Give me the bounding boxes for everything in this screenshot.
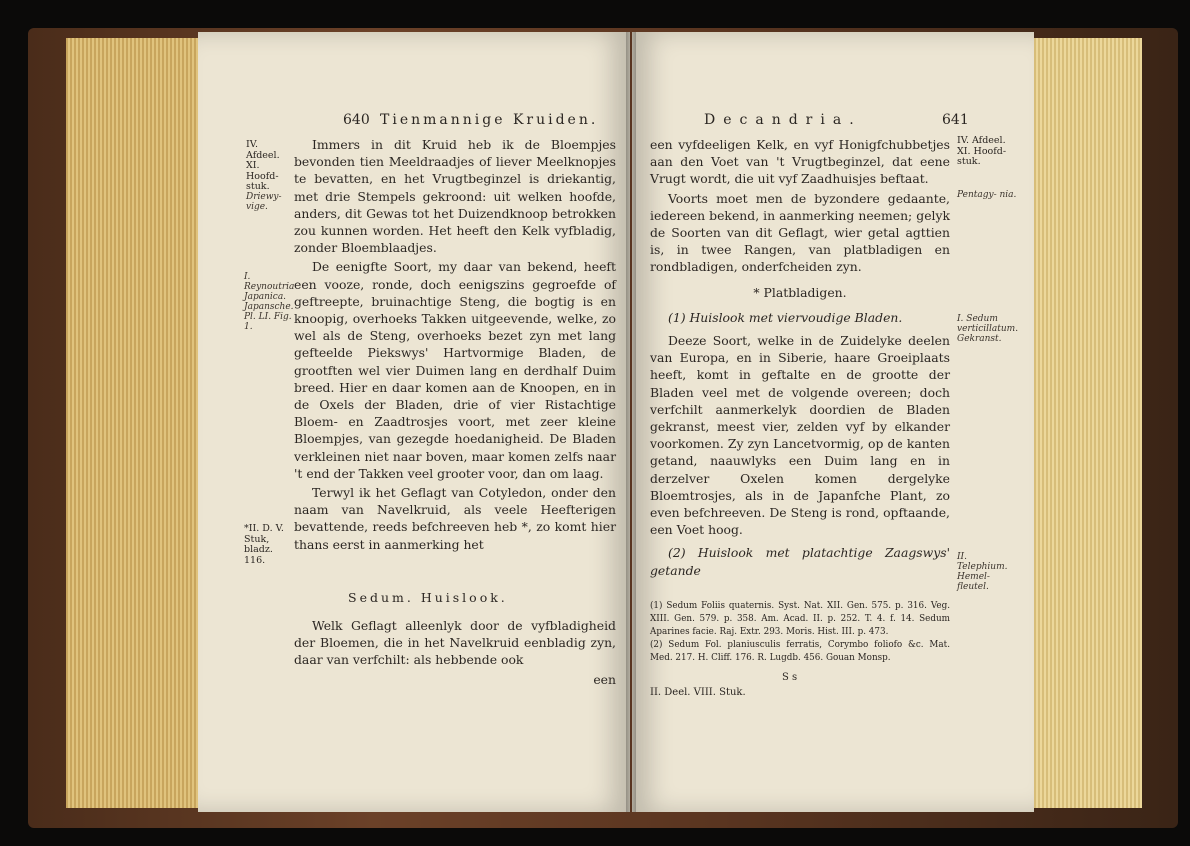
left-body-text [294, 136, 616, 555]
left-margin-note-reference: *II. D. V. Stuk, bladz. 116. [244, 523, 284, 566]
right-page-number: 641 [942, 112, 969, 128]
right-page [632, 32, 1034, 812]
right-margin-note-species-1: I. Sedum verticillatum. Gekranst. [957, 314, 1019, 344]
left-margin-note-species: I. Reynoutria Japanica. Japansche. Pl. LI. Fig. 1. [244, 272, 295, 332]
footnote-1: (1) Sedum Foliis quaternis. Syst. Nat. XII. Gen. 575. p. 316. Veg. XIII. Gen. 579. p. 358. Am. Acad. II. p. 252. T. 4. f. 14. Sedum Aparines facie. Raj. Extr. 293. Moris. Hist. III. p. 473. [650, 601, 950, 637]
right-species-2-title: (2) Huislook met platachtige Zaagswys' getande [650, 545, 950, 578]
right-paragraph-2: Voorts moet men de byzondere gedaante, iedereen bekend, in aanmerking neemen; gelyk de Soorten van dit Geflagt, wier getal agttien is, in twee Rangen, van platbladigen en rondbladigen, onderfcheiden zyn. [650, 190, 950, 275]
footnote-2: (2) Sedum Fol. planiusculis ferratis, Corymbo foliofo &c. Mat. Med. 217. H. Cliff. 176. R. Lugdb. 456. Gouan Monsp. [650, 640, 950, 663]
left-page [198, 32, 630, 812]
left-sedum-paragraph: Welk Geflagt alleenlyk door de vyfbladigheid der Bloemen, die in het Navelkruid eenbladig zyn, daar van verfchilt: als hebbende ook [294, 618, 616, 668]
left-section-title: Sedum. Huislook. [348, 590, 508, 605]
bottom-line: II. Deel. VIII. Stuk. [650, 687, 746, 698]
left-page-edges [66, 38, 198, 808]
right-margin-note-species-2: II. Telephium. Hemel- fleutel. [957, 552, 1008, 592]
right-body-text [650, 136, 950, 581]
right-running-head: Decandria. [704, 112, 862, 128]
left-catchword: een [593, 671, 616, 687]
left-margin-note-class: Driewy- vige. [246, 192, 282, 212]
book [28, 20, 1178, 840]
left-paragraph-3: Terwyl ik het Geflagt van Cotyledon, onder den naam van Navelkruid, als veele Heefterigen bevattende, reeds befchreeven heb *, zo komt hier thans eerst in aanmerking het [294, 485, 616, 552]
left-paragraph-1: Immers in dit Kruid heb ik de Bloempjes bevonden tien Meeldraadjes of liever Meelknopjes te bevatten, en het Vrugtbeginzel is driekantig, met drie Stempels gekroond: uit welken hoofde, anders, dit Gewas tot het Duizendknoop betrokken zou kunnen worden. Het heeft den Kelk vyfbladig, zonder Bloemblaadjes. [294, 137, 616, 256]
book-gutter [626, 32, 636, 812]
left-margin-note-section: IV. Afdeel. XI. Hoofd- stuk. [246, 139, 280, 192]
right-page-edges [1034, 38, 1142, 808]
signature-mark: S s [782, 672, 798, 683]
left-sedum-paragraph-block [294, 617, 616, 690]
right-species-1-title: (1) Huislook met viervoudige Bladen. [668, 309, 903, 325]
right-species-1-text: Deeze Soort, welke in de Zuidelyke deelen van Europa, en in Siberie, haare Groeiplaats heeft, komt in geftalte en de grootte der Bladen veel met de volgende overeen; doch verfchilt aanmerkelyk doordien de Bladen gekranst, meest vier, zelden vyf by elkander voorkomen. Zy zyn Lancetvormig, op de kanten getand, naauwlyks een Duim lang en in derzelver Oxelen komen dergelyke Bloemtrosjes, als in de Japanfche Plant, zo even befchreeven. De Steng is rond, opftaande, een Voet hoog. [650, 333, 950, 538]
right-margin-note-class: Pentagy- nia. [957, 190, 1017, 200]
right-paragraph-1: een vyfdeeligen Kelk, en vyf Honigfchubbetjes aan den Voet van 't Vrugtbeginzel, dat eene Vrugt wordt, die uit vyf Zaadhuisjes beftaat. [650, 137, 950, 187]
left-paragraph-2: De eenigfte Soort, my daar van bekend, heeft een vooze, ronde, doch eenigszins gegroefde of geftreepte, bruinachtige Steng, die bogtig is en knoopig, overhoeks Takken uitgeevende, welke, zo wel als de Steng, overhoeks bezet zyn met lang gefteelde Piekswys' Hartvormige Bladen, de grootften wel vier Duimen lang en derdhalf Duim breed. Hier en daar komen aan de Knoopen, en in de Oxels der Bladen, drie of vier Ristachtige Bloem- en Zaadtrosjes voort, met zeer kleine Bloempjes, van gezegde hoedanigheid. De Bladen verkleinen niet naar boven, maar komen zelfs naar 't end der Takken veel grooter voor, dan om laag. [294, 259, 616, 481]
right-footnotes [650, 600, 950, 665]
right-subhead: * Platbladigen. [753, 284, 847, 300]
right-margin-note-section: IV. Afdeel. XI. Hoofd- stuk. [957, 135, 1007, 167]
left-running-head: Tienmannige Kruiden. [380, 112, 599, 128]
left-page-number: 640 [343, 112, 370, 128]
